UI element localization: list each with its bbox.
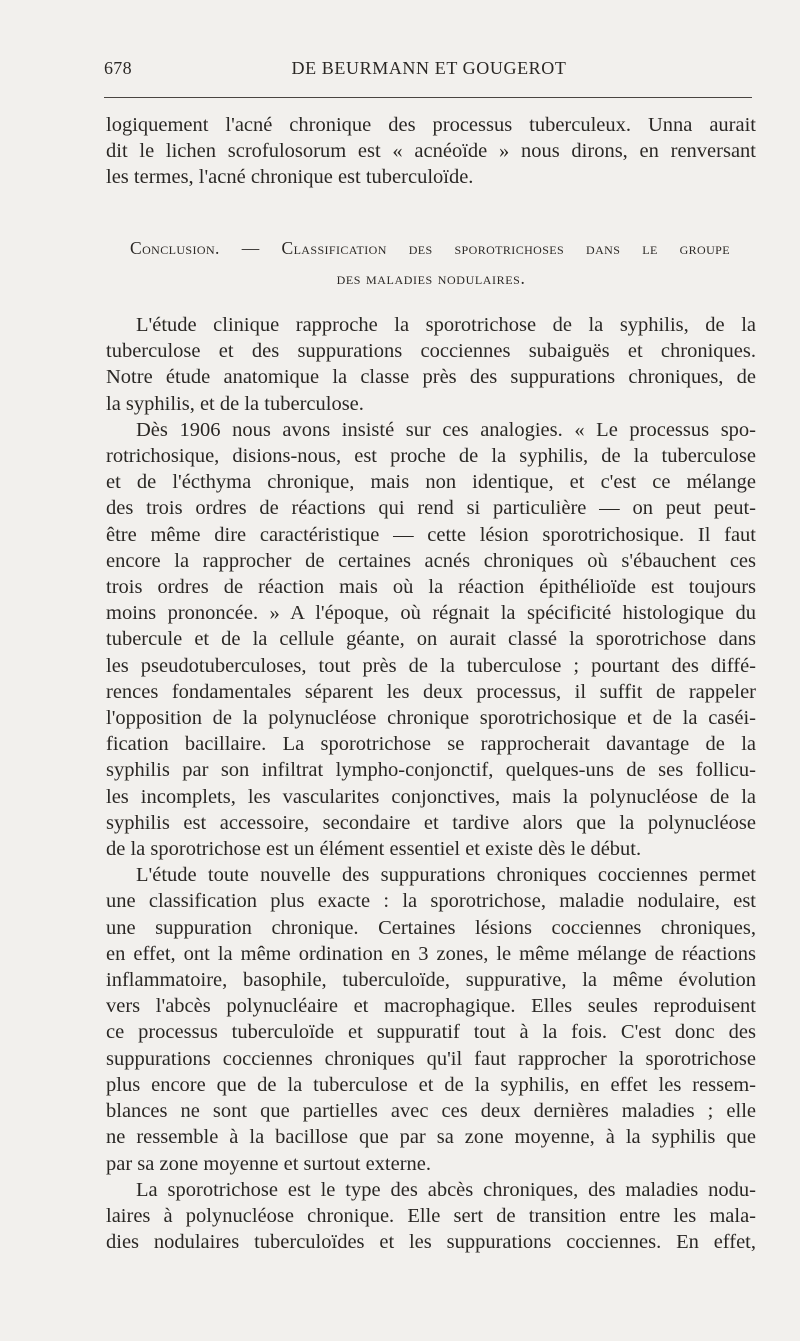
text-line: ce processus tuberculoïde et suppuratif tout à la fois. C'est donc des xyxy=(106,1021,756,1044)
text-line: tuberculose et des suppurations cocciennes subaiguës et chroniques. xyxy=(106,340,756,363)
text-line: les incomplets, les vascularites conjonctives, mais la polynucléose de la xyxy=(106,785,756,808)
section-heading-line-1: Conclusion. — Classification des sporotrichoses dans le groupe xyxy=(130,238,730,258)
text-line: dit le lichen scrofulosorum est « acnéoïde » nous dirons, en renversant xyxy=(106,140,756,163)
text-line: moins prononcée. » A l'époque, où régnait la spécificité histologique du xyxy=(106,602,756,625)
text-line: Notre étude anatomique la classe près des suppurations chroniques, de xyxy=(106,366,756,389)
text-line: encore la rapprocher de certaines acnés chroniques où s'ébauchent ces xyxy=(106,549,756,572)
running-head xyxy=(104,58,754,86)
text-line: Dès 1906 nous avons insisté sur ces analogies. « Le processus spo- xyxy=(136,418,756,441)
opening-paragraph xyxy=(106,112,756,191)
text-line: syphilis est accessoire, secondaire et tardive alors que la polynucléose xyxy=(106,811,756,834)
text-line: trois ordres de réaction mais où la réaction épithélioïde est toujours xyxy=(106,576,756,599)
text-line: la syphilis, et de la tuberculose. xyxy=(106,392,364,415)
section-heading-line-2: des maladies nodulaires. xyxy=(336,268,526,288)
text-line: une suppuration chronique. Certaines lésions cocciennes chroniques, xyxy=(106,916,756,939)
text-line: les termes, l'acné chronique est tuberculoïde. xyxy=(106,166,474,189)
text-line: des trois ordres de réactions qui rend si particulière — on peut peut- xyxy=(106,497,756,520)
text-line: inflammatoire, basophile, tuberculoïde, suppurative, la même évolution xyxy=(106,969,756,992)
text-line: L'étude toute nouvelle des suppurations chroniques cocciennes permet xyxy=(136,864,756,887)
text-line: une classification plus exacte : la sporotrichose, maladie nodulaire, est xyxy=(106,890,756,913)
text-line: rotrichosique, disions-nous, est proche de la syphilis, de la tuberculose xyxy=(106,445,756,468)
text-line: de la sporotrichose est un élément essentiel et existe dès le début. xyxy=(106,838,642,861)
text-line: suppurations cocciennes chroniques qu'il faut rapprocher la sporotrichose xyxy=(106,1047,756,1070)
text-line: les pseudotuberculoses, tout près de la tuberculose ; pourtant des diffé- xyxy=(106,654,756,677)
page-number: 678 xyxy=(104,58,132,78)
text-line: être même dire caractéristique — cette lésion sporotrichosique. Il faut xyxy=(106,523,756,546)
text-line: tubercule et de la cellule géante, on aurait classé la sporotrichose dans xyxy=(106,628,756,651)
text-line: La sporotrichose est le type des abcès chroniques, des maladies nodu- xyxy=(136,1178,756,1201)
text-line: en effet, ont la même ordination en 3 zones, le même mélange de réactions xyxy=(106,942,756,965)
text-line: l'opposition de la polynucléose chronique sporotrichosique et de la caséi- xyxy=(106,707,756,730)
header-rule xyxy=(104,97,752,98)
text-line: ne ressemble à la bacillose que par sa zone moyenne, à la syphilis que xyxy=(106,1126,756,1149)
text-line: rences fondamentales séparent les deux processus, il suffit de rappeler xyxy=(106,680,756,703)
text-line: laires à polynucléose chronique. Elle sert de transition entre les mala- xyxy=(106,1204,756,1227)
text-line: plus encore que de la tuberculose et de la syphilis, en effet les ressem- xyxy=(106,1073,756,1096)
text-line: dies nodulaires tuberculoïdes et les suppurations cocciennes. En effet, xyxy=(106,1231,756,1254)
text-line: syphilis par son infiltrat lympho-conjonctif, quelques-uns de ses follicu- xyxy=(106,759,756,782)
text-line: vers l'abcès polynucléaire et macrophagique. Elles seules reproduisent xyxy=(106,995,756,1018)
text-line: par sa zone moyenne et surtout externe. xyxy=(106,1152,432,1175)
text-line: L'étude clinique rapproche la sporotrichose de la syphilis, de la xyxy=(136,314,756,336)
running-title: DE BEURMANN ET GOUGEROT xyxy=(291,58,567,78)
body-text xyxy=(106,312,756,1255)
text-line: fication bacillaire. La sporotrichose se rapprocherait davantage de la xyxy=(106,733,756,756)
text-line: et de l'écthyma chronique, mais non identique, et c'est ce mélange xyxy=(106,471,756,494)
text-line: logiquement l'acné chronique des processus tuberculeux. Unna aurait xyxy=(106,114,756,136)
text-line: blances ne sont que partielles avec ces deux dernières maladies ; elle xyxy=(106,1100,756,1123)
